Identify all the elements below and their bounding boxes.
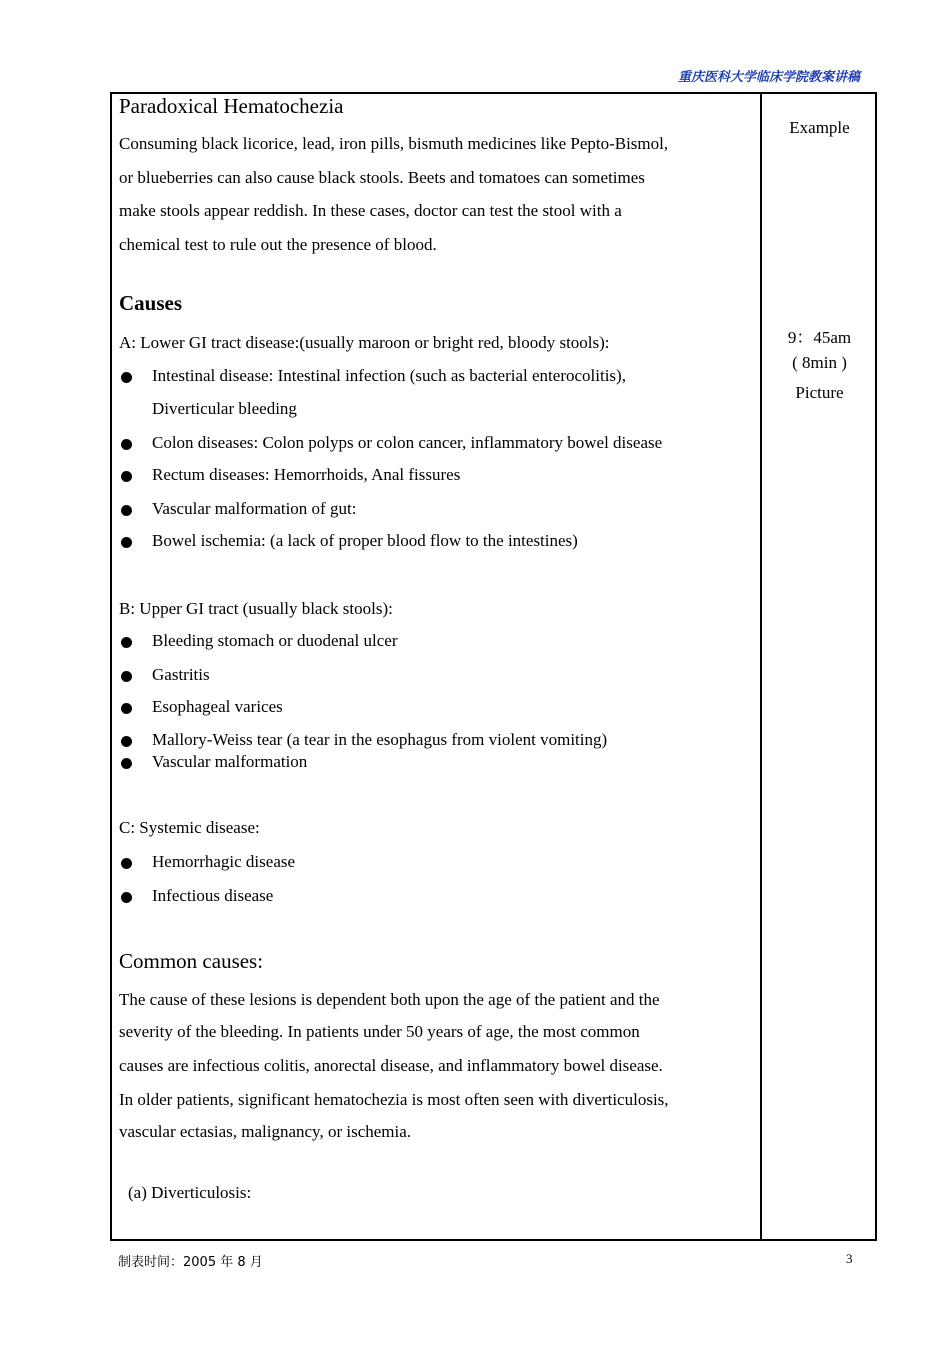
paragraph-line: The cause of these lesions is dependent both upon the age of the patient and the: [119, 990, 660, 1009]
time-label: 9：45am: [787, 328, 852, 347]
section-c-title: C: Systemic disease:: [119, 818, 260, 837]
bullet-icon: [121, 537, 132, 548]
footer-date: 制表时间：2005 年 8 月: [118, 1255, 263, 1270]
paragraph-line: severity of the bleeding. In patients under 50 years of age, the most common: [119, 1022, 640, 1041]
paragraph-line: chemical test to rule out the presence of blood.: [119, 235, 437, 254]
bullet-icon: [121, 858, 132, 869]
bullet-icon: [121, 892, 132, 903]
bullet-icon: [121, 637, 132, 648]
column-divider: [760, 92, 762, 1241]
paragraph-line: causes are infectious colitis, anorectal disease, and inflammatory bowel disease.: [119, 1056, 663, 1075]
page-number: 3: [846, 1251, 853, 1266]
paragraph-line: Consuming black licorice, lead, iron pills, bismuth medicines like Pepto-Bismol,: [119, 134, 669, 153]
paragraph-line: In older patients, significant hematochezia is most often seen with diverticulosis,: [119, 1090, 669, 1109]
heading-paradoxical-hematochezia: Paradoxical Hematochezia: [119, 94, 344, 118]
section-a-title: A: Lower GI tract disease:(usually maroon or bright red, bloody stools):: [119, 333, 610, 352]
bullet-icon: [121, 439, 132, 450]
paragraph-line: make stools appear reddish. In these cases, doctor can test the stool with a: [119, 201, 622, 220]
bullet-icon: [121, 703, 132, 714]
section-b-title: B: Upper GI tract (usually black stools):: [119, 599, 393, 618]
paragraph-line: vascular ectasias, malignancy, or ischemia.: [119, 1122, 412, 1141]
picture-label: Picture: [795, 383, 844, 402]
bullet-icon: [121, 671, 132, 682]
duration-label: ( 8min ): [792, 353, 847, 372]
list-item-diverticulosis: (a) Diverticulosis:: [128, 1183, 252, 1202]
bullet-icon: [121, 471, 132, 482]
document-header: 重庆医科大学临床学院教案讲稿: [677, 70, 860, 85]
bullet-icon: [121, 505, 132, 516]
bullet-icon: [121, 736, 132, 747]
bullet-icon: [121, 758, 132, 769]
heading-common-causes: Common causes:: [119, 949, 264, 973]
paragraph-line: or blueberries can also cause black stools. Beets and tomatoes can sometimes: [119, 168, 645, 187]
bullet-icon: [121, 372, 132, 383]
example-label: Example: [789, 118, 850, 137]
heading-causes: Causes: [119, 291, 183, 315]
